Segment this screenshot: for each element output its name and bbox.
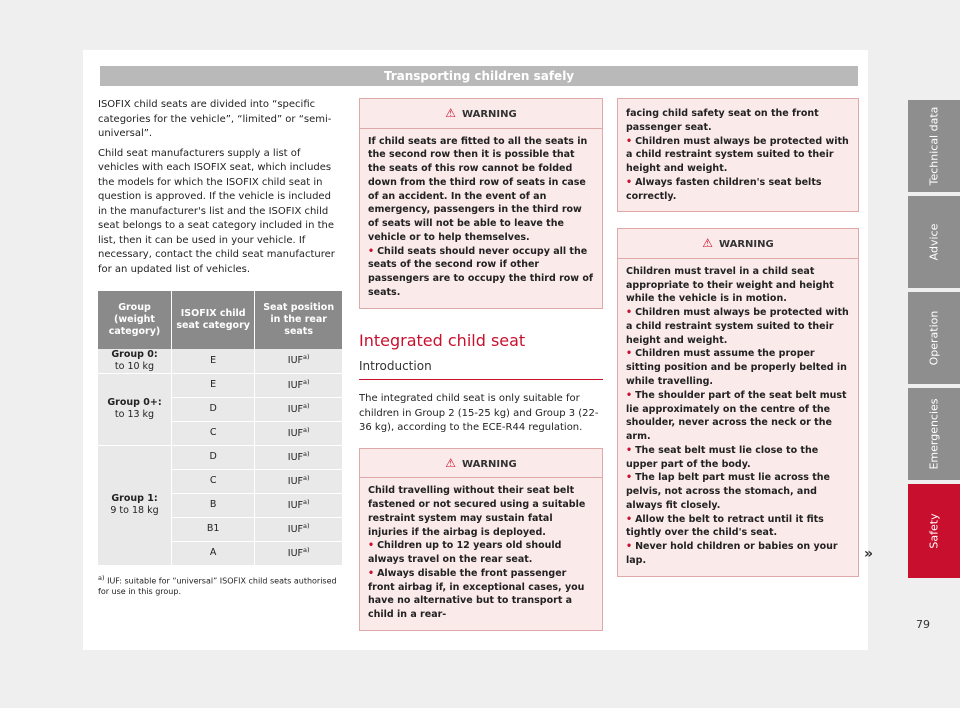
warning-bullet: • The shoulder part of the seat belt must lie approximately on the centre of the shoulder, never across the neck or the arm. — [626, 389, 847, 443]
warning-bullet: • Children up to 12 years old should always travel on the rear seat. — [368, 540, 562, 566]
warning-box-continued — [617, 98, 859, 212]
warning-title: ⚠ WARNING — [445, 106, 517, 120]
warning-bullet: • Never hold children or babies on your lap. — [626, 541, 838, 566]
bullet-icon: • — [626, 176, 633, 188]
warning-bullet: • Allow the belt to retract until it fits tightly over the child's seat. — [626, 513, 824, 539]
tab-emergencies[interactable]: Emergencies — [908, 388, 960, 480]
warning-bullet: • Always disable the front passenger front airbag if, in exceptional cases, you have no alternative but to transport a child in a rear- — [368, 567, 585, 621]
category-cell: D — [172, 398, 255, 422]
table-header: ISOFIX child seat category — [172, 291, 255, 349]
warning-box — [617, 228, 859, 576]
table-header: Group (weight category) — [98, 291, 172, 349]
warning-bullet: • The seat belt must lie close to the upper part of the body. — [626, 444, 819, 470]
side-tabs — [908, 100, 960, 582]
position-cell: IUF$^{a)}$ — [255, 518, 342, 542]
column-1 — [98, 98, 342, 598]
warning-text: Children must travel in a child seat appropriate to their weight and height while the vehicle is in motion. — [626, 265, 834, 305]
warning-text: facing child safety seat on the front passenger seat. — [626, 108, 819, 133]
paragraph: The integrated child seat is only suitable for children in Group 2 (15-25 kg) and Group 3 (22-36 kg), according to the ECE-R44 regulation. — [359, 393, 599, 434]
warning-bullet: • Child seats should never occupy all the seats of the second row if other passengers are to occupy the third row of seats. — [368, 245, 594, 298]
warning-text: If child seats are fitted to all the seats in the second row then it is possible that the seats of this row cannot be folded down from the third row of seats in case of an accident. In the event of an emergency, passengers in the third row of seats will not be able to leave the vehicle or to help themselves. — [368, 135, 588, 243]
tab-safety[interactable]: Safety — [908, 484, 960, 578]
bullet-icon: • — [626, 444, 633, 456]
footnote: $^{a)}$ IUF: suitable for “universal” ISOFIX child seats authorised for use in this group. — [98, 573, 337, 597]
bullet-icon: • — [368, 567, 375, 579]
position-cell: IUF$^{a)}$ — [255, 349, 342, 374]
warning-triangle-icon: ⚠ — [702, 236, 714, 251]
warning-bullet: • Children must assume the proper sitting position and be properly belted in while travelling. — [626, 348, 847, 387]
paragraph: ISOFIX child seats are divided into “specific categories for the vehicle”, “limited” or “semi-universal”. — [98, 99, 332, 139]
bullet-icon: • — [626, 348, 633, 360]
category-cell: B1 — [172, 518, 255, 542]
category-cell: E — [172, 349, 255, 374]
position-cell: IUF$^{a)}$ — [255, 446, 342, 470]
warning-box — [359, 448, 603, 631]
category-cell: A — [172, 542, 255, 566]
paragraph: Child seat manufacturers supply a list of vehicles with each ISOFIX seat, which includes the models for which the ISOFIX child seat in question is approved. If the vehicle is included in the manufacturer's list and the ISOFIX child seat belongs to a seat category included in the list, then it can be used in your vehicle. If necessary, contact the child seat manufacturer for an updated list of vehicles. — [98, 147, 335, 275]
warning-bullet: • Children must always be protected with a child restraint system suited to their height and weight. — [626, 307, 849, 346]
isofix-table — [98, 291, 342, 566]
position-cell: IUF$^{a)}$ — [255, 470, 342, 494]
warning-triangle-icon: ⚠ — [445, 106, 457, 120]
bullet-icon: • — [626, 541, 633, 553]
position-cell: IUF$^{a)}$ — [255, 422, 342, 446]
page-number: 79 — [916, 618, 930, 631]
warning-triangle-icon: ⚠ — [445, 455, 457, 470]
bullet-icon: • — [626, 472, 633, 484]
tab-operation[interactable]: Operation — [908, 292, 960, 384]
bullet-icon: • — [368, 245, 375, 257]
table-row — [98, 349, 342, 374]
category-cell: E — [172, 374, 255, 398]
position-cell: IUF$^{a)}$ — [255, 374, 342, 398]
bullet-icon: • — [368, 540, 375, 552]
tab-technical-data[interactable]: Technical data — [908, 100, 960, 192]
bullet-icon: • — [626, 135, 633, 147]
column-2 — [359, 98, 603, 631]
bullet-icon: • — [626, 389, 633, 401]
position-cell: IUF$^{a)}$ — [255, 542, 342, 566]
bullet-icon: • — [626, 307, 633, 319]
position-cell: IUF$^{a)}$ — [255, 494, 342, 518]
warning-bullet: • The lap belt part must lie across the pelvis, not across the stomach, and always fit closely. — [626, 472, 830, 511]
warning-bullet: • Always fasten children's seat belts correctly. — [626, 176, 822, 202]
column-3 — [617, 98, 859, 577]
category-cell: D — [172, 446, 255, 470]
section-heading — [359, 329, 603, 381]
group-cell: Group 0+: to 13 kg — [98, 374, 172, 446]
warning-title: ⚠ WARNING — [445, 455, 517, 470]
page-header: Transporting children safely — [100, 66, 858, 86]
continued-arrow-icon: » — [864, 546, 874, 562]
warning-bullet: • Children must always be protected with a child restraint system suited to their height and weight. — [626, 135, 849, 175]
table-row — [98, 446, 342, 470]
section-title: Integrated child seat — [359, 330, 526, 350]
table-row — [98, 374, 342, 398]
group-cell: Group 0: to 10 kg — [98, 349, 172, 374]
warning-title: ⚠ WARNING — [702, 236, 774, 251]
category-cell: C — [172, 422, 255, 446]
table-header: Seat position in the rear seats — [255, 291, 342, 349]
tab-advice[interactable]: Advice — [908, 196, 960, 288]
category-cell: B — [172, 494, 255, 518]
category-cell: C — [172, 470, 255, 494]
section-subtitle: Introduction — [359, 358, 432, 373]
group-cell: Group 1: 9 to 18 kg — [98, 446, 172, 566]
warning-text: Child travelling without their seat belt fastened or not secured using a suitable restraint system may sustain fatal injuries if the airbag is deployed. — [368, 485, 586, 538]
position-cell: IUF$^{a)}$ — [255, 398, 342, 422]
bullet-icon: • — [626, 513, 633, 525]
warning-box — [359, 98, 603, 309]
